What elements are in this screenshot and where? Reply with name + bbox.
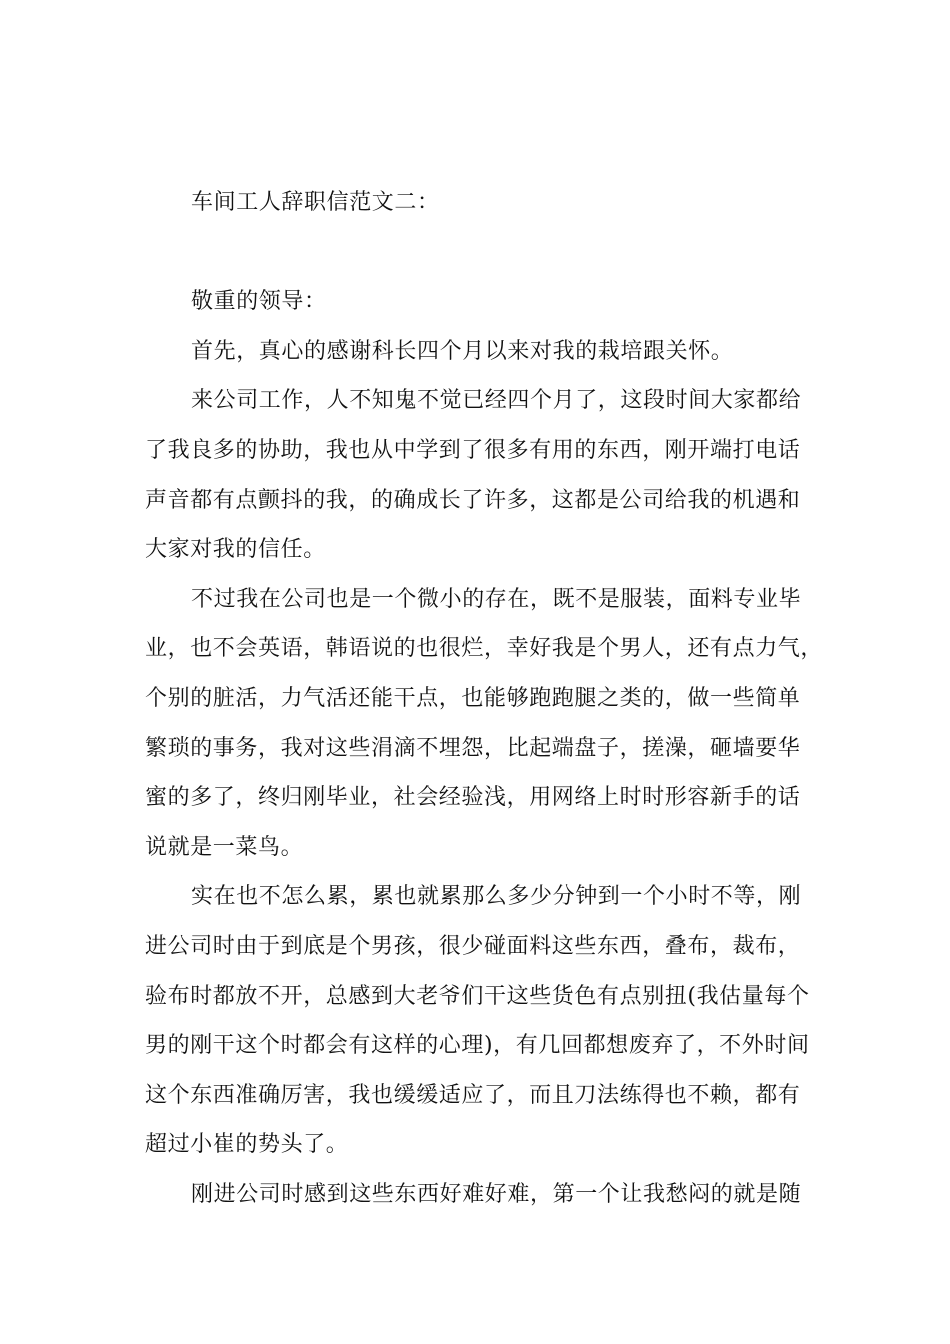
paragraph-4 bbox=[145, 872, 821, 1170]
paragraph-line: 首先，真心的感谢科长四个月以来对我的栽培跟关怀。 bbox=[191, 338, 734, 364]
paragraph-1 bbox=[145, 327, 821, 377]
paragraph-line: 个别的脏活，力气活还能干点，也能够跑跑腿之类的，做一些简单 bbox=[145, 685, 801, 711]
paragraph-line: 蜜的多了，终归刚毕业，社会经验浅，用网络上时时形容新手的话 bbox=[145, 785, 801, 811]
paragraph-line: 来公司工作，人不知鬼不觉已经四个月了，这段时间大家都给 bbox=[191, 388, 802, 414]
paragraph-line: 大家对我的信任。 bbox=[145, 537, 326, 563]
paragraph-5 bbox=[145, 1170, 821, 1220]
paragraph-line: 超过小崔的势头了。 bbox=[145, 1132, 349, 1158]
paragraph-3 bbox=[145, 575, 824, 873]
paragraph-line: 验布时都放不开，总感到大老爷们干这些货色有点别扭(我估量每个 bbox=[145, 983, 810, 1009]
salutation: 敬重的领导： bbox=[191, 289, 327, 315]
paragraph-2 bbox=[145, 376, 821, 574]
paragraph-line: 了我良多的协助，我也从中学到了很多有用的东西，刚开端打电话 bbox=[145, 437, 801, 463]
paragraph-line: 说就是一菜鸟。 bbox=[145, 834, 304, 860]
paragraph-line: 实在也不怎么累，累也就累那么多少分钟到一个小时不等，刚 bbox=[191, 884, 802, 910]
document-heading: 车间工人辞职信范文二： bbox=[191, 190, 440, 215]
blank-line bbox=[145, 228, 821, 278]
paragraph-line: 刚进公司时感到这些东西好难好难，第一个让我愁闷的就是随 bbox=[191, 1181, 802, 1207]
paragraph-line: 繁琐的事务，我对这些涓滴不埋怨，比起端盘子，搓澡，砸墙要华 bbox=[145, 735, 801, 761]
paragraph-line: 男的刚干这个时都会有这样的心理)，有几回都想废弃了，不外时间 bbox=[145, 1033, 810, 1059]
paragraph-line: 不过我在公司也是一个微小的存在，既不是服装，面料专业毕 bbox=[191, 586, 802, 612]
paragraph-line: 业，也不会英语，韩语说的也很烂，幸好我是个男人，还有点力气， bbox=[145, 636, 824, 662]
paragraph-line: 这个东西准确厉害，我也缓缓适应了，而且刀法练得也不赖，都有 bbox=[145, 1082, 801, 1108]
paragraph-line: 声音都有点颤抖的我，的确成长了许多，这都是公司给我的机遇和 bbox=[145, 487, 801, 513]
paragraph-line: 进公司时由于到底是个男孩，很少碰面料这些东西，叠布，裁布， bbox=[145, 933, 801, 959]
document-body bbox=[145, 178, 824, 1219]
